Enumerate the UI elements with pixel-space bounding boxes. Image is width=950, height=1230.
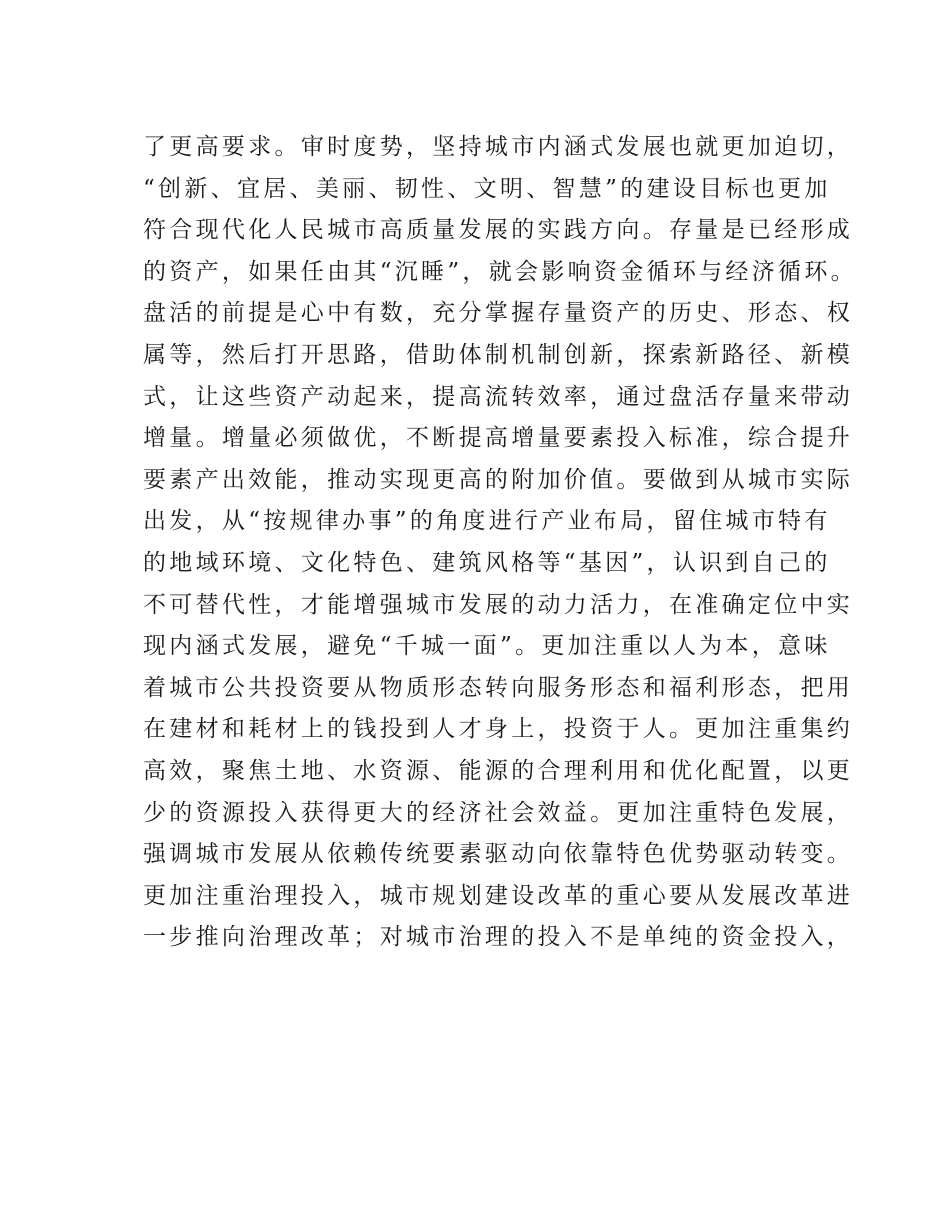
text-line: 少的资源投入获得更大的经济社会效益。更加注重特色发展， (143, 799, 854, 826)
text-line: 增量。增量必须做优，不断提高增量要素投入标准，综合提升 (143, 425, 854, 452)
text-line: 属等，然后打开思路，借助体制机制创新，探索新路径、新模 (143, 341, 854, 368)
text-line: 不可替代性，才能增强城市发展的动力活力，在准确定位中实 (143, 591, 854, 618)
text-line: 盘活的前提是心中有数，充分掌握存量资产的历史、形态、权 (143, 300, 854, 327)
text-line: 的资产，如果任由其“沉睡”，就会影响资金循环与经济循环。 (143, 258, 857, 285)
text-line: 的地域环境、文化特色、建筑风格等“基因”，认识到自己的 (143, 549, 831, 576)
text-line: 高效，聚焦土地、水资源、能源的合理利用和优化配置，以更 (143, 757, 854, 784)
text-line: 强调城市发展从依赖传统要素驱动向依靠特色优势驱动转变。 (143, 841, 854, 868)
body-paragraph (143, 127, 857, 959)
text-line: 要素产出效能，推动实现更高的附加价值。要做到从城市实际 (143, 466, 854, 493)
text-line: 了更高要求。审时度势，坚持城市内涵式发展也就更加迫切， (143, 134, 854, 160)
text-line: 在建材和耗材上的钱投到人才身上，投资于人。更加注重集约 (143, 716, 854, 743)
text-line: “创新、宜居、美丽、韧性、文明、智慧”的建设目标也更加 (143, 175, 831, 202)
text-line: 现内涵式发展，避免“千城一面”。更加注重以人为本，意味 (143, 633, 831, 660)
text-line: 更加注重治理投入，城市规划建设改革的重心要从发展改革进 (143, 882, 854, 909)
text-line: 式，让这些资产动起来，提高流转效率，通过盘活存量来带动 (143, 383, 854, 410)
text-line: 着城市公共投资要从物质形态转向服务形态和福利形态，把用 (143, 674, 854, 701)
text-line: 符合现代化人民城市高质量发展的实践方向。存量是已经形成 (143, 217, 854, 244)
text-line: 一步推向治理改革；对城市治理的投入不是单纯的资金投入， (143, 924, 854, 951)
text-line: 出发，从“按规律办事”的角度进行产业布局，留住城市特有 (143, 508, 831, 535)
